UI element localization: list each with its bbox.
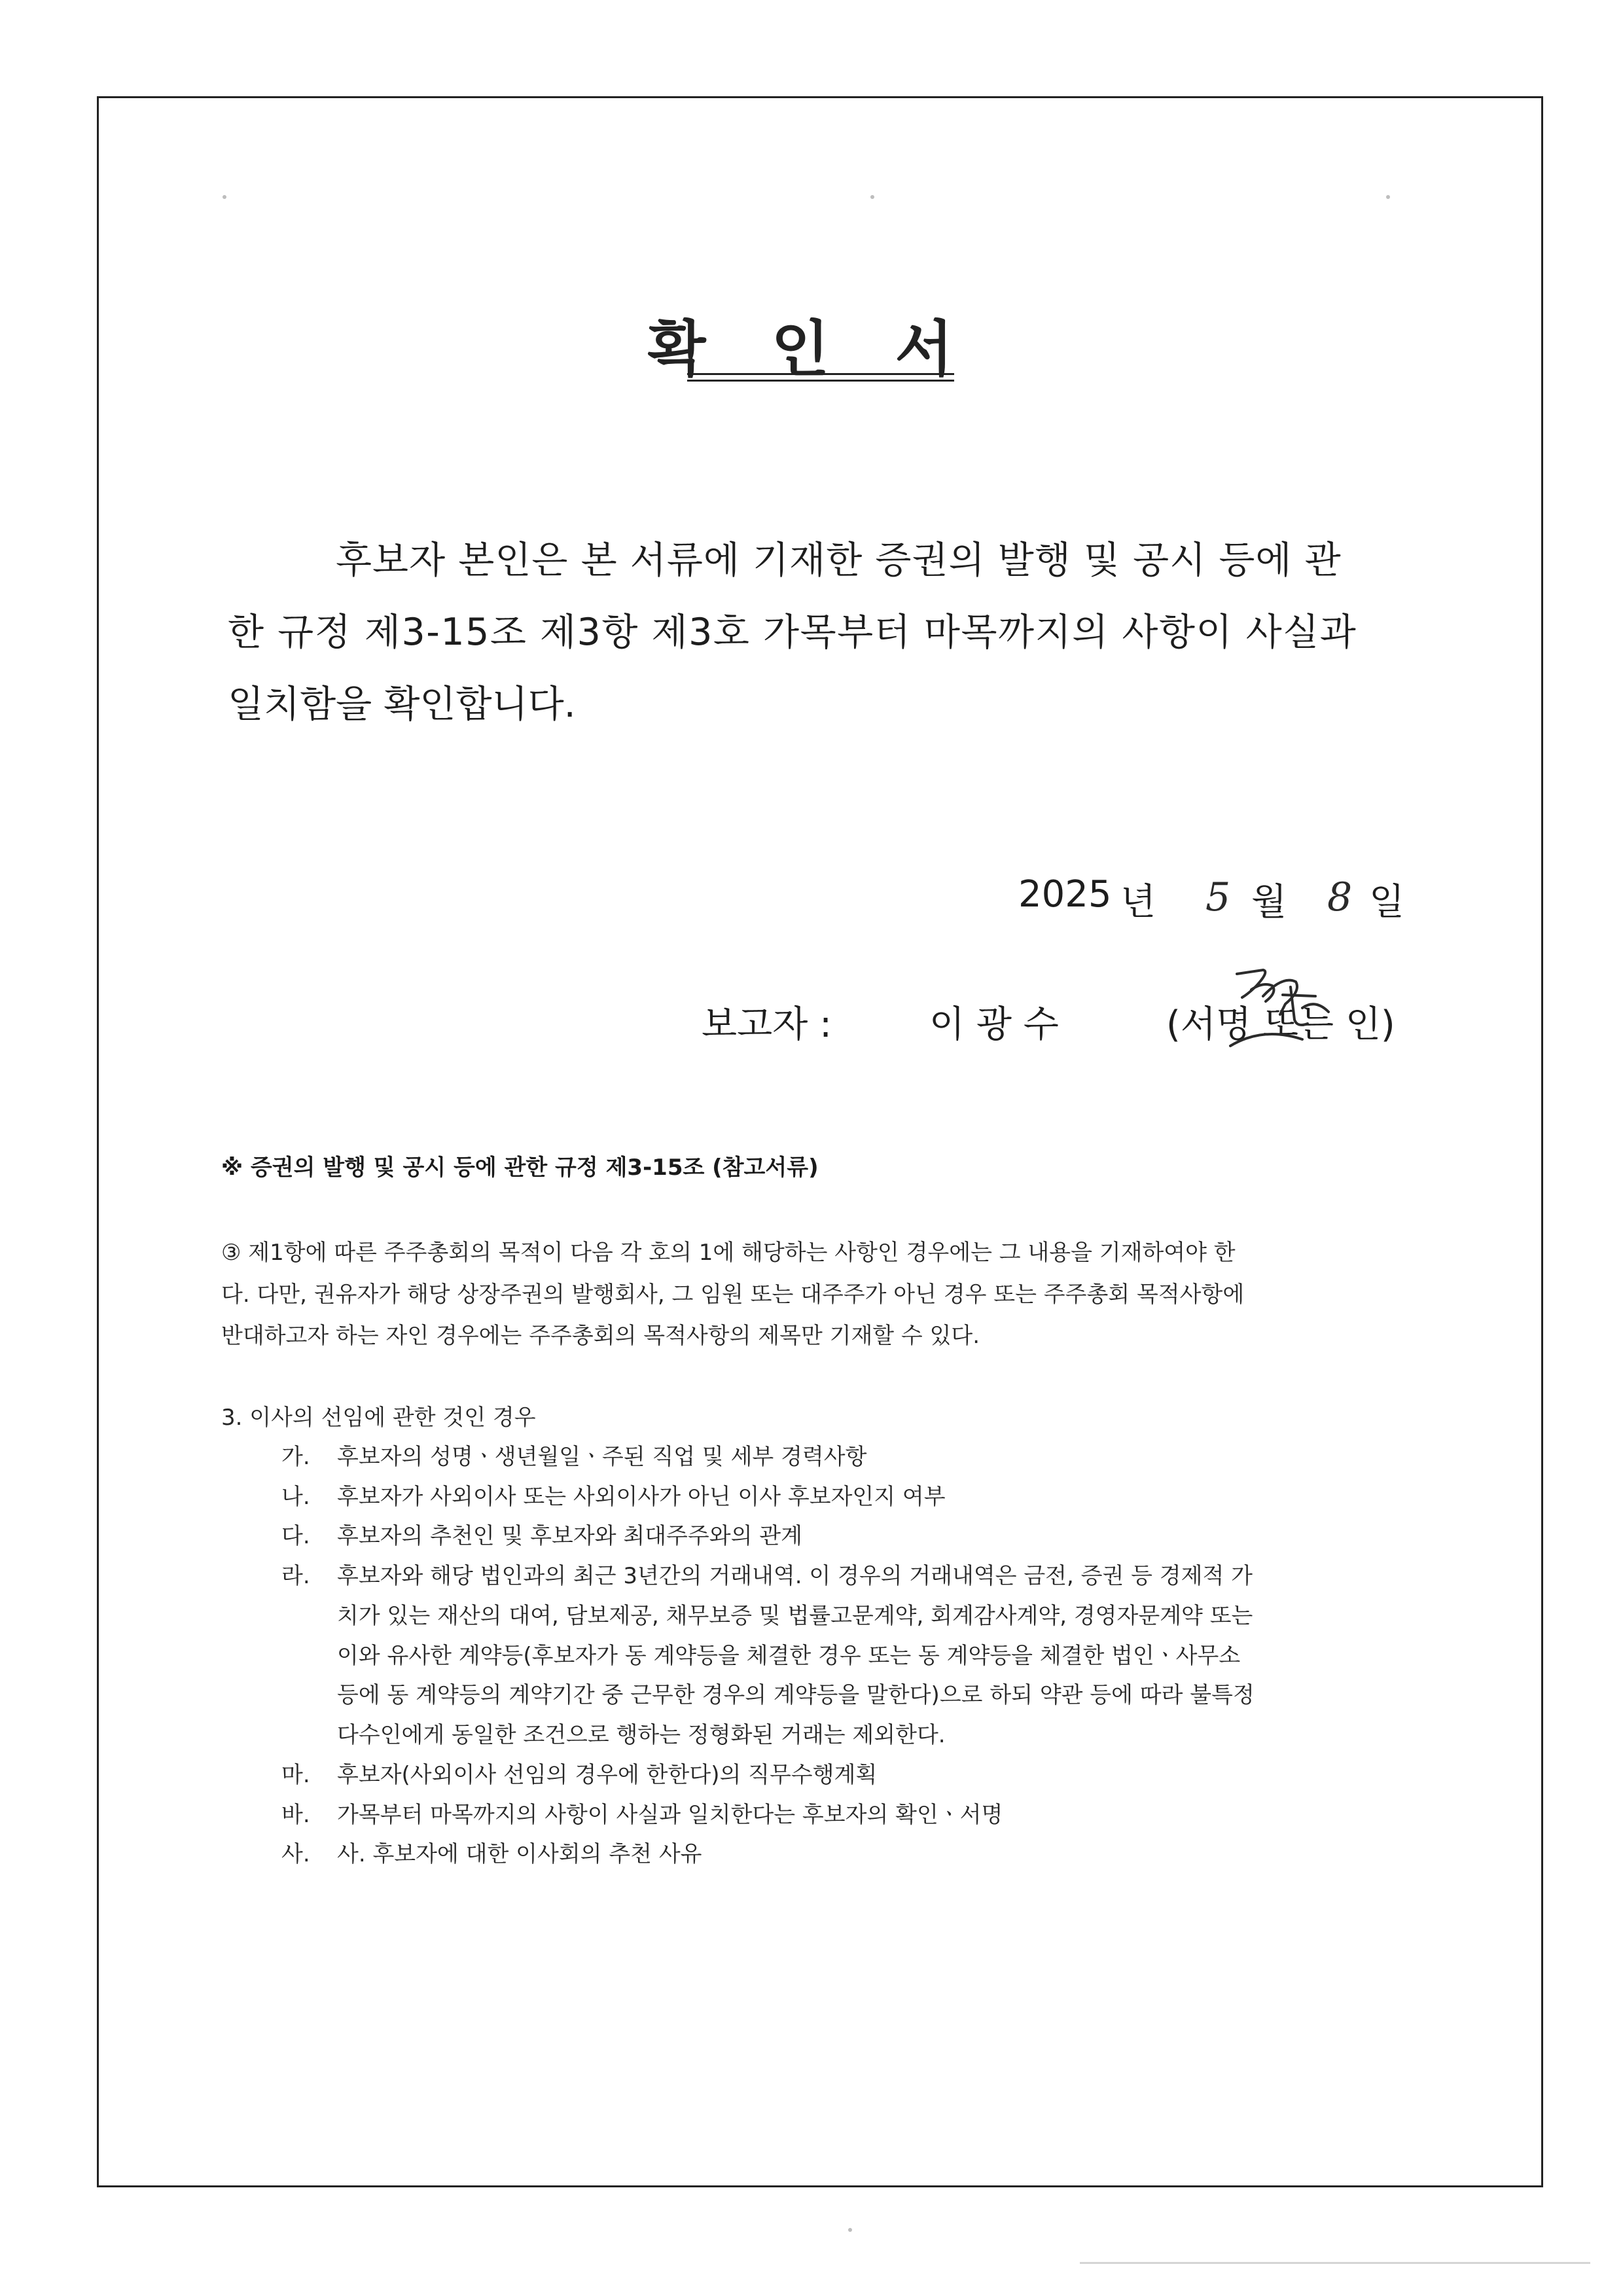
signature-mark — [1217, 956, 1355, 1054]
scan-speck — [848, 2228, 852, 2232]
scan-edge-line — [1080, 2262, 1590, 2264]
document-frame — [97, 96, 1543, 2187]
item-ra-mark: 라. — [281, 1563, 310, 1589]
body-line-3: 일치함을 확인합니다. — [228, 683, 576, 726]
scan-speck — [870, 195, 874, 199]
body-line-2: 한 규정 제3-15조 제3항 제3호 가목부터 마목까지의 사항이 사실과 — [228, 611, 1357, 654]
scan-speck — [1386, 195, 1390, 199]
title-underline-2 — [687, 380, 954, 382]
item-ra-cont-3: 등에 동 계약등의 계약기간 중 근무한 경우의 계약등을 말한다)으로 하되 약관 등에 따라 불특정 — [337, 1682, 1255, 1708]
item-na-text: 후보자가 사외이사 또는 사외이사가 아닌 이사 후보자인지 여부 — [337, 1484, 946, 1510]
item-ra-cont-1: 치가 있는 재산의 대여, 담보제공, 채무보증 및 법률고문계약, 회계감사계약, 경영자문계약 또는 — [337, 1603, 1253, 1629]
item-ga-text: 후보자의 성명ㆍ생년월일ㆍ주된 직업 및 세부 경력사항 — [337, 1444, 867, 1470]
item-na-mark: 나. — [281, 1484, 310, 1510]
item-ra-cont-2: 이와 유사한 계약등(후보자가 동 계약등을 체결한 경우 또는 동 계약등을 체결한 법인ㆍ사무소 — [337, 1643, 1241, 1669]
item-ba-text: 가목부터 마목까지의 사항이 사실과 일치한다는 후보자의 확인ㆍ서명 — [337, 1802, 1003, 1828]
document-title: 확 인 서 — [647, 314, 976, 384]
item-ba-mark: 바. — [281, 1802, 310, 1828]
item-ga-mark: 가. — [281, 1444, 310, 1470]
date-day-unit: 일 — [1369, 881, 1405, 924]
item-sa-text: 사. 후보자에 대한 이사회의 추천 사유 — [337, 1841, 702, 1867]
item-ra-cont-4: 다수인에게 동일한 조건으로 행하는 정형화된 거래는 제외한다. — [337, 1722, 946, 1748]
item-ra-text: 후보자와 해당 법인과의 최근 3년간의 거래내역. 이 경우의 거래내역은 금전, 증권 등 경제적 가 — [337, 1563, 1253, 1589]
item-sa-mark: 사. — [281, 1841, 310, 1867]
body-line-1: 후보자 본인은 본 서류에 기재한 증권의 발행 및 공시 등에 관 — [336, 539, 1342, 582]
item-ma-text: 후보자(사외이사 선임의 경우에 한한다)의 직무수행계획 — [337, 1762, 878, 1788]
reference-para-line-2: 다. 다만, 권유자가 해당 상장주권의 발행회사, 그 임원 또는 대주주가 아닌 경우 또는 주주총회 목적사항에 — [221, 1282, 1245, 1308]
reporter-name: 이 광 수 — [929, 1003, 1059, 1046]
reference-title: ※ 증권의 발행 및 공시 등에 관한 규정 제3-15조 (참고서류) — [221, 1155, 819, 1181]
reporter-label: 보고자 : — [702, 1003, 832, 1046]
date-month-handwritten: 5 — [1205, 874, 1231, 920]
date-day-handwritten: 8 — [1327, 874, 1353, 920]
item-ma-mark: 마. — [281, 1762, 310, 1788]
item-da-text: 후보자의 추천인 및 후보자와 최대주주와의 관계 — [337, 1523, 802, 1549]
item-da-mark: 다. — [281, 1523, 310, 1549]
date-year: 2025 — [1018, 873, 1112, 916]
scan-speck — [223, 195, 226, 199]
date-year-unit: 년 — [1120, 881, 1156, 924]
date-month-unit: 월 — [1251, 881, 1287, 924]
title-underline-1 — [687, 373, 954, 375]
reference-para-line-3: 반대하고자 하는 자인 경우에는 주주총회의 목적사항의 제목만 기재할 수 있다. — [221, 1323, 980, 1349]
reference-para-line-1: ③ 제1항에 따른 주주총회의 목적이 다음 각 호의 1에 해당하는 사항인 경우에는 그 내용을 기재하여야 한 — [221, 1240, 1236, 1266]
reference-item-3: 3. 이사의 선임에 관한 것인 경우 — [221, 1405, 536, 1431]
signature-note: (서명 또는 인) — [1166, 1003, 1395, 1046]
